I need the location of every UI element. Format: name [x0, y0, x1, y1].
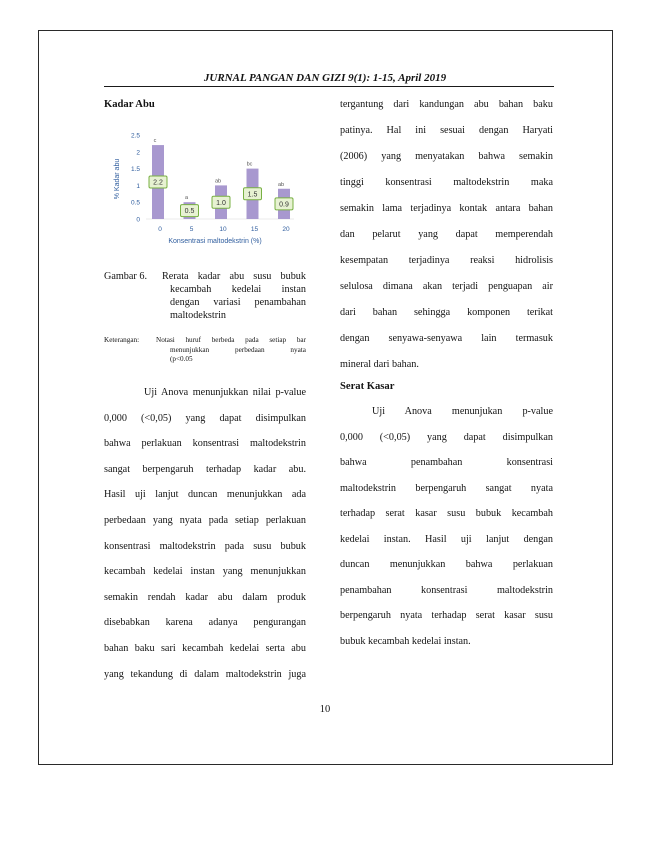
data-label: 0.5 [184, 208, 195, 216]
section-heading-kadar-abu: Kadar Abu [104, 99, 155, 110]
paragraph-line: semakin rendah kadar abu dalam produk [104, 591, 306, 603]
paragraph-line: bahwa perlakuan konsentrasi maltodekstrin [104, 438, 306, 450]
y-tick-label: 2.5 [130, 132, 140, 140]
paragraph-line: dengan senyawa-senyawa lain termasuk [340, 333, 553, 344]
paragraph-line: patinya. Hal ini sesuai dengan Haryati [340, 125, 553, 136]
x-tick-label: 0 [158, 226, 162, 233]
paragraph-serat-kasar [340, 399, 553, 654]
paragraph-kadar-abu-continued [340, 92, 553, 378]
figure-label: Gambar 6. [104, 271, 147, 282]
journal-running-header: JURNAL PANGAN DAN GIZI 9(1): 1-15, April 2019 [203, 72, 447, 84]
y-axis-label: % Kadar abu [114, 158, 121, 200]
paragraph-line: disebabkan karena adanya pengurangan [104, 617, 306, 629]
caption-line: maltodekstrin [170, 310, 227, 321]
paragraph-line: dari bahan sehingga komponen terikat [340, 307, 553, 318]
data-label: 1.5 [247, 191, 258, 199]
paragraph-line: kedelai instan. Hasil uji lanjut dengan [340, 533, 553, 545]
x-tick-label: 20 [282, 226, 290, 233]
paragraph-anova-kadar-abu [104, 380, 306, 687]
paragraph-line: kesempatan terjadinya reaksi hidrolisis [340, 255, 553, 266]
paragraph-line: bahwa penambahan konsentrasi [340, 457, 553, 468]
data-label: 1.0 [216, 199, 226, 207]
paragraph-line: tergantung dari kandungan abu bahan baku [340, 99, 553, 110]
figure-note [104, 336, 306, 366]
caption-line: dengan variasi penambahan [170, 297, 306, 308]
data-label: 0.9 [279, 201, 289, 209]
paragraph-line: bubuk kecambah kedelai instan. [340, 635, 471, 647]
paragraph-line: 0,000 (<0,05) yang dapat disimpulkan [104, 412, 306, 424]
y-tick-label: 1.5 [130, 166, 140, 174]
note-line: (p<0.05 [170, 355, 193, 363]
data-label: 2.2 [153, 179, 163, 187]
paragraph-line: berpengaruh nyata terhadap serat kasar susu [340, 610, 553, 621]
x-tick-label: 10 [219, 226, 227, 233]
significance-letter: a [184, 195, 189, 202]
paragraph-line: semakin lama terjadinya kontak antara bahan [340, 203, 553, 214]
paragraph-line: bahan baku sari kecambah kedelai serta abu [104, 642, 306, 654]
paragraph-line: maltodekstrin berpengaruh sangat nyata [340, 482, 553, 494]
x-tick-label: 15 [250, 226, 259, 233]
header-rule [104, 86, 554, 87]
y-tick-label: 0 [136, 216, 140, 224]
paragraph-line: 0,000 (<0,05) yang dapat disimpulkan [340, 431, 553, 443]
paragraph-line: (2006) yang menyatakan bahwa semakin [340, 151, 553, 162]
paragraph-line: sangat berpengaruh terhadap kadar abu. [104, 463, 306, 475]
paragraph-line: duncan menunjukkan bahwa perlakuan [340, 559, 553, 570]
paragraph-line: konsentrasi maltodekstrin pada susu bubuk [104, 540, 306, 552]
paragraph-line: Hasil uji lanjut duncan menunjukkan ada [104, 489, 306, 501]
figure-caption [104, 270, 306, 324]
paragraph-line: yang tekandung di dalam maltodekstrin juga [104, 668, 306, 680]
y-tick-label: 1 [136, 182, 140, 190]
page-number: 10 [319, 704, 331, 715]
y-tick-label: 2 [136, 149, 140, 157]
significance-letter: ab [277, 181, 285, 188]
paragraph-line: perbedaan yang nyata pada setiap perlakuan [104, 514, 306, 526]
paragraph-line: kecambah kedelai instan yang menunjukkan [104, 566, 306, 578]
x-tick-label: 5 [189, 226, 194, 233]
paragraph-line: penambahan konsentrasi maltodekstrin [340, 584, 553, 596]
paragraph-line: selulosa dimana akan terjadi penguapan air [340, 281, 553, 292]
ash-content-bar-chart [108, 125, 308, 250]
caption-line: Rerata kadar abu susu bubuk [162, 271, 306, 282]
paragraph-line: tinggi konsentrasi maltodekstrin maka [340, 177, 553, 188]
significance-letter: ab [214, 178, 222, 185]
caption-line: kecambah kedelai instan [170, 284, 306, 295]
note-label: Keterangan: [104, 336, 140, 344]
significance-letter: bc [246, 161, 253, 168]
paragraph-line: Uji Anova menunjukkan nilai p-value [144, 387, 306, 398]
paragraph-line: terhadap serat kasar susu bubuk kecambah [340, 508, 553, 519]
paragraph-line: mineral dari bahan. [340, 359, 419, 370]
paragraph-line: Uji Anova menunjukan p-value [372, 406, 553, 417]
note-line: menunjukkan perbedaan nyata [170, 345, 306, 354]
section-heading-serat-kasar: Serat Kasar [340, 381, 395, 392]
x-axis-label: Konsentrasi maltodekstrin (%) [168, 238, 262, 245]
y-tick-label: 0.5 [130, 199, 140, 207]
note-line: Notasi huruf berbeda pada setiap bar [156, 336, 306, 344]
paragraph-line: dan pelarut yang dapat memperendah [340, 229, 553, 240]
significance-letter: c [153, 138, 157, 145]
